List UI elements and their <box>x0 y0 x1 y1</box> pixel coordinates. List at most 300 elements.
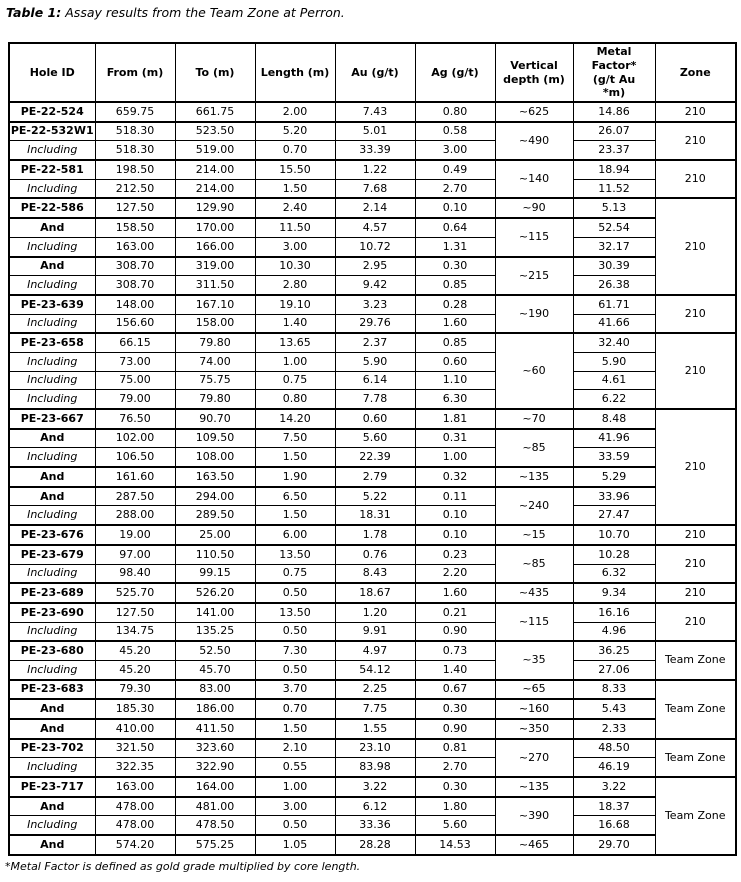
table-row <box>9 122 736 141</box>
depth-cell: ~115 <box>495 218 573 256</box>
length-cell: 13.50 <box>255 603 335 622</box>
zone-cell: 210 <box>655 160 736 198</box>
hole-id-cell: Including <box>9 816 95 835</box>
hole-id-cell: And <box>9 797 95 816</box>
from-cell: 98.40 <box>95 564 175 583</box>
ag-cell: 0.90 <box>415 719 495 739</box>
au-cell: 9.91 <box>335 622 415 641</box>
length-cell: 0.50 <box>255 622 335 641</box>
ag-cell: 0.11 <box>415 487 495 506</box>
hole-id-cell: Including <box>9 660 95 679</box>
table-row <box>9 777 736 797</box>
metal-factor-cell: 6.22 <box>573 390 655 409</box>
to-cell: 526.20 <box>175 583 255 603</box>
au-cell: 4.97 <box>335 641 415 660</box>
hole-id-cell: And <box>9 467 95 487</box>
hole-id-cell: PE-22-524 <box>9 102 95 122</box>
zone-cell: 210 <box>655 603 736 641</box>
hole-id-cell: Including <box>9 622 95 641</box>
from-cell: 198.50 <box>95 160 175 179</box>
au-cell: 2.14 <box>335 198 415 218</box>
to-cell: 52.50 <box>175 641 255 660</box>
au-cell: 1.20 <box>335 603 415 622</box>
assay-results-table <box>8 42 737 856</box>
hole-id-cell: And <box>9 429 95 448</box>
ag-cell: 0.58 <box>415 122 495 141</box>
to-cell: 129.90 <box>175 198 255 218</box>
au-cell: 29.76 <box>335 314 415 333</box>
to-cell: 575.25 <box>175 835 255 855</box>
header-row <box>9 43 736 102</box>
to-cell: 74.00 <box>175 352 255 371</box>
length-cell: 1.40 <box>255 314 335 333</box>
depth-cell: ~115 <box>495 603 573 641</box>
hole-id-cell: PE-23-702 <box>9 739 95 758</box>
from-cell: 410.00 <box>95 719 175 739</box>
zone-cell: 210 <box>655 583 736 603</box>
depth-cell: ~85 <box>495 545 573 583</box>
ag-cell: 1.81 <box>415 409 495 429</box>
metal-factor-cell: 27.06 <box>573 660 655 679</box>
to-cell: 75.75 <box>175 371 255 390</box>
metal-factor-cell: 6.32 <box>573 564 655 583</box>
zone-cell: 210 <box>655 545 736 583</box>
au-cell: 1.78 <box>335 525 415 545</box>
zone-cell: 210 <box>655 102 736 122</box>
column-header-ag: Ag (g/t) <box>415 43 495 102</box>
from-cell: 163.00 <box>95 237 175 256</box>
table-row <box>9 758 736 777</box>
from-cell: 66.15 <box>95 333 175 352</box>
table-row <box>9 276 736 295</box>
metal-factor-cell: 10.28 <box>573 545 655 564</box>
ag-cell: 14.53 <box>415 835 495 855</box>
metal-factor-cell: 8.33 <box>573 680 655 700</box>
ag-cell: 1.60 <box>415 583 495 603</box>
ag-cell: 5.60 <box>415 816 495 835</box>
au-cell: 33.36 <box>335 816 415 835</box>
from-cell: 79.00 <box>95 390 175 409</box>
from-cell: 75.00 <box>95 371 175 390</box>
zone-cell: 210 <box>655 333 736 409</box>
from-cell: 158.50 <box>95 218 175 237</box>
metal-factor-cell: 41.96 <box>573 429 655 448</box>
depth-cell: ~90 <box>495 198 573 218</box>
length-cell: 7.50 <box>255 429 335 448</box>
metal-factor-cell: 41.66 <box>573 314 655 333</box>
metal-factor-cell: 46.19 <box>573 758 655 777</box>
hole-id-cell: And <box>9 218 95 237</box>
from-cell: 127.50 <box>95 198 175 218</box>
metal-factor-cell: 3.22 <box>573 777 655 797</box>
table-row <box>9 564 736 583</box>
table-row <box>9 352 736 371</box>
length-cell: 0.50 <box>255 816 335 835</box>
length-cell: 0.50 <box>255 583 335 603</box>
depth-cell: ~85 <box>495 429 573 467</box>
from-cell: 478.00 <box>95 797 175 816</box>
to-cell: 289.50 <box>175 506 255 525</box>
table-row <box>9 506 736 525</box>
table-row <box>9 409 736 429</box>
table-row <box>9 237 736 256</box>
length-cell: 7.30 <box>255 641 335 660</box>
metal-factor-cell: 32.40 <box>573 333 655 352</box>
hole-id-cell: Including <box>9 314 95 333</box>
table-row <box>9 160 736 179</box>
hole-id-cell: Including <box>9 352 95 371</box>
table-row <box>9 603 736 622</box>
depth-cell: ~350 <box>495 719 573 739</box>
ag-cell: 1.80 <box>415 797 495 816</box>
table-row <box>9 797 736 816</box>
length-cell: 2.00 <box>255 102 335 122</box>
ag-cell: 1.40 <box>415 660 495 679</box>
zone-cell: Team Zone <box>655 641 736 679</box>
au-cell: 0.76 <box>335 545 415 564</box>
ag-cell: 2.20 <box>415 564 495 583</box>
depth-cell: ~135 <box>495 777 573 797</box>
metal-factor-cell: 18.94 <box>573 160 655 179</box>
from-cell: 212.50 <box>95 179 175 198</box>
ag-cell: 1.10 <box>415 371 495 390</box>
length-cell: 13.50 <box>255 545 335 564</box>
ag-cell: 1.31 <box>415 237 495 256</box>
au-cell: 3.23 <box>335 295 415 314</box>
au-cell: 18.31 <box>335 506 415 525</box>
ag-cell: 0.73 <box>415 641 495 660</box>
au-cell: 6.12 <box>335 797 415 816</box>
depth-cell: ~270 <box>495 739 573 777</box>
ag-cell: 0.30 <box>415 257 495 276</box>
hole-id-cell: PE-23-667 <box>9 409 95 429</box>
au-cell: 4.57 <box>335 218 415 237</box>
metal-factor-cell: 14.86 <box>573 102 655 122</box>
length-cell: 6.50 <box>255 487 335 506</box>
hole-id-cell: Including <box>9 390 95 409</box>
to-cell: 478.50 <box>175 816 255 835</box>
length-cell: 13.65 <box>255 333 335 352</box>
length-cell: 3.00 <box>255 797 335 816</box>
au-cell: 83.98 <box>335 758 415 777</box>
to-cell: 661.75 <box>175 102 255 122</box>
length-cell: 2.40 <box>255 198 335 218</box>
table-row <box>9 218 736 237</box>
ag-cell: 2.70 <box>415 179 495 198</box>
length-cell: 0.75 <box>255 564 335 583</box>
depth-cell: ~390 <box>495 797 573 835</box>
length-cell: 1.90 <box>255 467 335 487</box>
from-cell: 478.00 <box>95 816 175 835</box>
to-cell: 319.00 <box>175 257 255 276</box>
table-row <box>9 314 736 333</box>
table-caption-label: Table 1: <box>6 5 62 20</box>
to-cell: 90.70 <box>175 409 255 429</box>
depth-cell: ~240 <box>495 487 573 525</box>
from-cell: 106.50 <box>95 448 175 467</box>
from-cell: 79.30 <box>95 680 175 700</box>
zone-cell: Team Zone <box>655 680 736 739</box>
depth-cell: ~465 <box>495 835 573 855</box>
metal-factor-cell: 33.96 <box>573 487 655 506</box>
au-cell: 7.43 <box>335 102 415 122</box>
from-cell: 76.50 <box>95 409 175 429</box>
depth-cell: ~70 <box>495 409 573 429</box>
table-row <box>9 390 736 409</box>
from-cell: 127.50 <box>95 603 175 622</box>
length-cell: 15.50 <box>255 160 335 179</box>
hole-id-cell: Including <box>9 237 95 256</box>
to-cell: 45.70 <box>175 660 255 679</box>
depth-cell: ~35 <box>495 641 573 679</box>
zone-cell: Team Zone <box>655 739 736 777</box>
hole-id-cell: Including <box>9 506 95 525</box>
table-row <box>9 371 736 390</box>
table-row <box>9 545 736 564</box>
table-row <box>9 429 736 448</box>
zone-cell: 210 <box>655 122 736 160</box>
metal-factor-cell: 9.34 <box>573 583 655 603</box>
metal-factor-cell: 5.13 <box>573 198 655 218</box>
column-header-zone: Zone <box>655 43 736 102</box>
au-cell: 7.68 <box>335 179 415 198</box>
to-cell: 158.00 <box>175 314 255 333</box>
ag-cell: 2.70 <box>415 758 495 777</box>
ag-cell: 0.81 <box>415 739 495 758</box>
metal-factor-cell: 5.43 <box>573 699 655 719</box>
assay-table-body <box>9 102 736 855</box>
from-cell: 321.50 <box>95 739 175 758</box>
table-header <box>9 43 736 102</box>
au-cell: 6.14 <box>335 371 415 390</box>
to-cell: 163.50 <box>175 467 255 487</box>
au-cell: 22.39 <box>335 448 415 467</box>
length-cell: 3.00 <box>255 237 335 256</box>
hole-id-cell: And <box>9 699 95 719</box>
zone-cell: 210 <box>655 409 736 525</box>
to-cell: 294.00 <box>175 487 255 506</box>
au-cell: 10.72 <box>335 237 415 256</box>
to-cell: 322.90 <box>175 758 255 777</box>
zone-cell: Team Zone <box>655 777 736 855</box>
from-cell: 19.00 <box>95 525 175 545</box>
table-row <box>9 141 736 160</box>
au-cell: 1.55 <box>335 719 415 739</box>
table-row <box>9 622 736 641</box>
depth-cell: ~60 <box>495 333 573 409</box>
column-header-depth: Vertical depth (m) <box>495 43 573 102</box>
table-caption <box>6 5 345 20</box>
hole-id-cell: PE-23-680 <box>9 641 95 660</box>
au-cell: 28.28 <box>335 835 415 855</box>
column-header-length: Length (m) <box>255 43 335 102</box>
table-row <box>9 467 736 487</box>
ag-cell: 0.80 <box>415 102 495 122</box>
au-cell: 5.60 <box>335 429 415 448</box>
to-cell: 411.50 <box>175 719 255 739</box>
hole-id-cell: PE-23-690 <box>9 603 95 622</box>
hole-id-cell: And <box>9 719 95 739</box>
ag-cell: 0.28 <box>415 295 495 314</box>
metal-factor-cell: 26.38 <box>573 276 655 295</box>
table-row <box>9 295 736 314</box>
hole-id-cell: And <box>9 835 95 855</box>
ag-cell: 0.23 <box>415 545 495 564</box>
depth-cell: ~15 <box>495 525 573 545</box>
metal-factor-cell: 5.29 <box>573 467 655 487</box>
ag-cell: 0.67 <box>415 680 495 700</box>
to-cell: 481.00 <box>175 797 255 816</box>
metal-factor-cell: 52.54 <box>573 218 655 237</box>
table-row <box>9 487 736 506</box>
ag-cell: 0.90 <box>415 622 495 641</box>
to-cell: 135.25 <box>175 622 255 641</box>
from-cell: 322.35 <box>95 758 175 777</box>
metal-factor-cell: 2.33 <box>573 719 655 739</box>
length-cell: 3.70 <box>255 680 335 700</box>
metal-factor-cell: 32.17 <box>573 237 655 256</box>
table-row <box>9 641 736 660</box>
ag-cell: 0.64 <box>415 218 495 237</box>
table-row <box>9 660 736 679</box>
from-cell: 185.30 <box>95 699 175 719</box>
au-cell: 1.22 <box>335 160 415 179</box>
metal-factor-cell: 16.16 <box>573 603 655 622</box>
length-cell: 2.80 <box>255 276 335 295</box>
depth-cell: ~160 <box>495 699 573 719</box>
from-cell: 659.75 <box>95 102 175 122</box>
length-cell: 1.00 <box>255 352 335 371</box>
depth-cell: ~215 <box>495 257 573 295</box>
to-cell: 110.50 <box>175 545 255 564</box>
table-row <box>9 739 736 758</box>
to-cell: 164.00 <box>175 777 255 797</box>
hole-id-cell: PE-22-532W1 <box>9 122 95 141</box>
from-cell: 45.20 <box>95 660 175 679</box>
from-cell: 518.30 <box>95 122 175 141</box>
table-row <box>9 835 736 855</box>
depth-cell: ~435 <box>495 583 573 603</box>
from-cell: 518.30 <box>95 141 175 160</box>
au-cell: 2.25 <box>335 680 415 700</box>
hole-id-cell: And <box>9 487 95 506</box>
to-cell: 523.50 <box>175 122 255 141</box>
metal-factor-cell: 10.70 <box>573 525 655 545</box>
metal-factor-cell: 4.61 <box>573 371 655 390</box>
metal-factor-cell: 23.37 <box>573 141 655 160</box>
metal-factor-footnote: *Metal Factor is defined as gold grade multiplied by core length. <box>5 860 361 873</box>
hole-id-cell: PE-23-683 <box>9 680 95 700</box>
to-cell: 108.00 <box>175 448 255 467</box>
au-cell: 2.37 <box>335 333 415 352</box>
length-cell: 1.50 <box>255 448 335 467</box>
length-cell: 1.00 <box>255 777 335 797</box>
hole-id-cell: Including <box>9 276 95 295</box>
metal-factor-cell: 36.25 <box>573 641 655 660</box>
length-cell: 1.50 <box>255 506 335 525</box>
table-row <box>9 680 736 700</box>
length-cell: 1.50 <box>255 179 335 198</box>
au-cell: 3.22 <box>335 777 415 797</box>
zone-cell: 210 <box>655 295 736 333</box>
ag-cell: 0.49 <box>415 160 495 179</box>
au-cell: 2.95 <box>335 257 415 276</box>
length-cell: 0.50 <box>255 660 335 679</box>
to-cell: 323.60 <box>175 739 255 758</box>
metal-factor-cell: 4.96 <box>573 622 655 641</box>
au-cell: 8.43 <box>335 564 415 583</box>
depth-cell: ~490 <box>495 122 573 160</box>
from-cell: 161.60 <box>95 467 175 487</box>
from-cell: 288.00 <box>95 506 175 525</box>
to-cell: 214.00 <box>175 160 255 179</box>
table-row <box>9 699 736 719</box>
ag-cell: 0.30 <box>415 777 495 797</box>
column-header-hole-id: Hole ID <box>9 43 95 102</box>
from-cell: 308.70 <box>95 257 175 276</box>
hole-id-cell: PE-23-679 <box>9 545 95 564</box>
hole-id-cell: Including <box>9 141 95 160</box>
to-cell: 186.00 <box>175 699 255 719</box>
to-cell: 109.50 <box>175 429 255 448</box>
table-row <box>9 525 736 545</box>
from-cell: 97.00 <box>95 545 175 564</box>
metal-factor-cell: 16.68 <box>573 816 655 835</box>
metal-factor-cell: 48.50 <box>573 739 655 758</box>
to-cell: 519.00 <box>175 141 255 160</box>
from-cell: 134.75 <box>95 622 175 641</box>
from-cell: 308.70 <box>95 276 175 295</box>
column-header-to: To (m) <box>175 43 255 102</box>
to-cell: 170.00 <box>175 218 255 237</box>
zone-cell: 210 <box>655 198 736 294</box>
hole-id-cell: Including <box>9 371 95 390</box>
from-cell: 45.20 <box>95 641 175 660</box>
depth-cell: ~65 <box>495 680 573 700</box>
to-cell: 141.00 <box>175 603 255 622</box>
from-cell: 156.60 <box>95 314 175 333</box>
table-row <box>9 816 736 835</box>
hole-id-cell: PE-23-639 <box>9 295 95 314</box>
table-row <box>9 719 736 739</box>
length-cell: 19.10 <box>255 295 335 314</box>
au-cell: 7.78 <box>335 390 415 409</box>
table-row <box>9 198 736 218</box>
from-cell: 574.20 <box>95 835 175 855</box>
ag-cell: 1.60 <box>415 314 495 333</box>
au-cell: 5.22 <box>335 487 415 506</box>
metal-factor-cell: 29.70 <box>573 835 655 855</box>
ag-cell: 0.10 <box>415 198 495 218</box>
to-cell: 166.00 <box>175 237 255 256</box>
length-cell: 11.50 <box>255 218 335 237</box>
from-cell: 102.00 <box>95 429 175 448</box>
to-cell: 214.00 <box>175 179 255 198</box>
hole-id-cell: PE-22-581 <box>9 160 95 179</box>
hole-id-cell: PE-23-676 <box>9 525 95 545</box>
hole-id-cell: Including <box>9 758 95 777</box>
au-cell: 7.75 <box>335 699 415 719</box>
au-cell: 23.10 <box>335 739 415 758</box>
depth-cell: ~625 <box>495 102 573 122</box>
to-cell: 99.15 <box>175 564 255 583</box>
from-cell: 148.00 <box>95 295 175 314</box>
depth-cell: ~190 <box>495 295 573 333</box>
zone-cell: 210 <box>655 525 736 545</box>
ag-cell: 6.30 <box>415 390 495 409</box>
table-row <box>9 448 736 467</box>
ag-cell: 0.30 <box>415 699 495 719</box>
